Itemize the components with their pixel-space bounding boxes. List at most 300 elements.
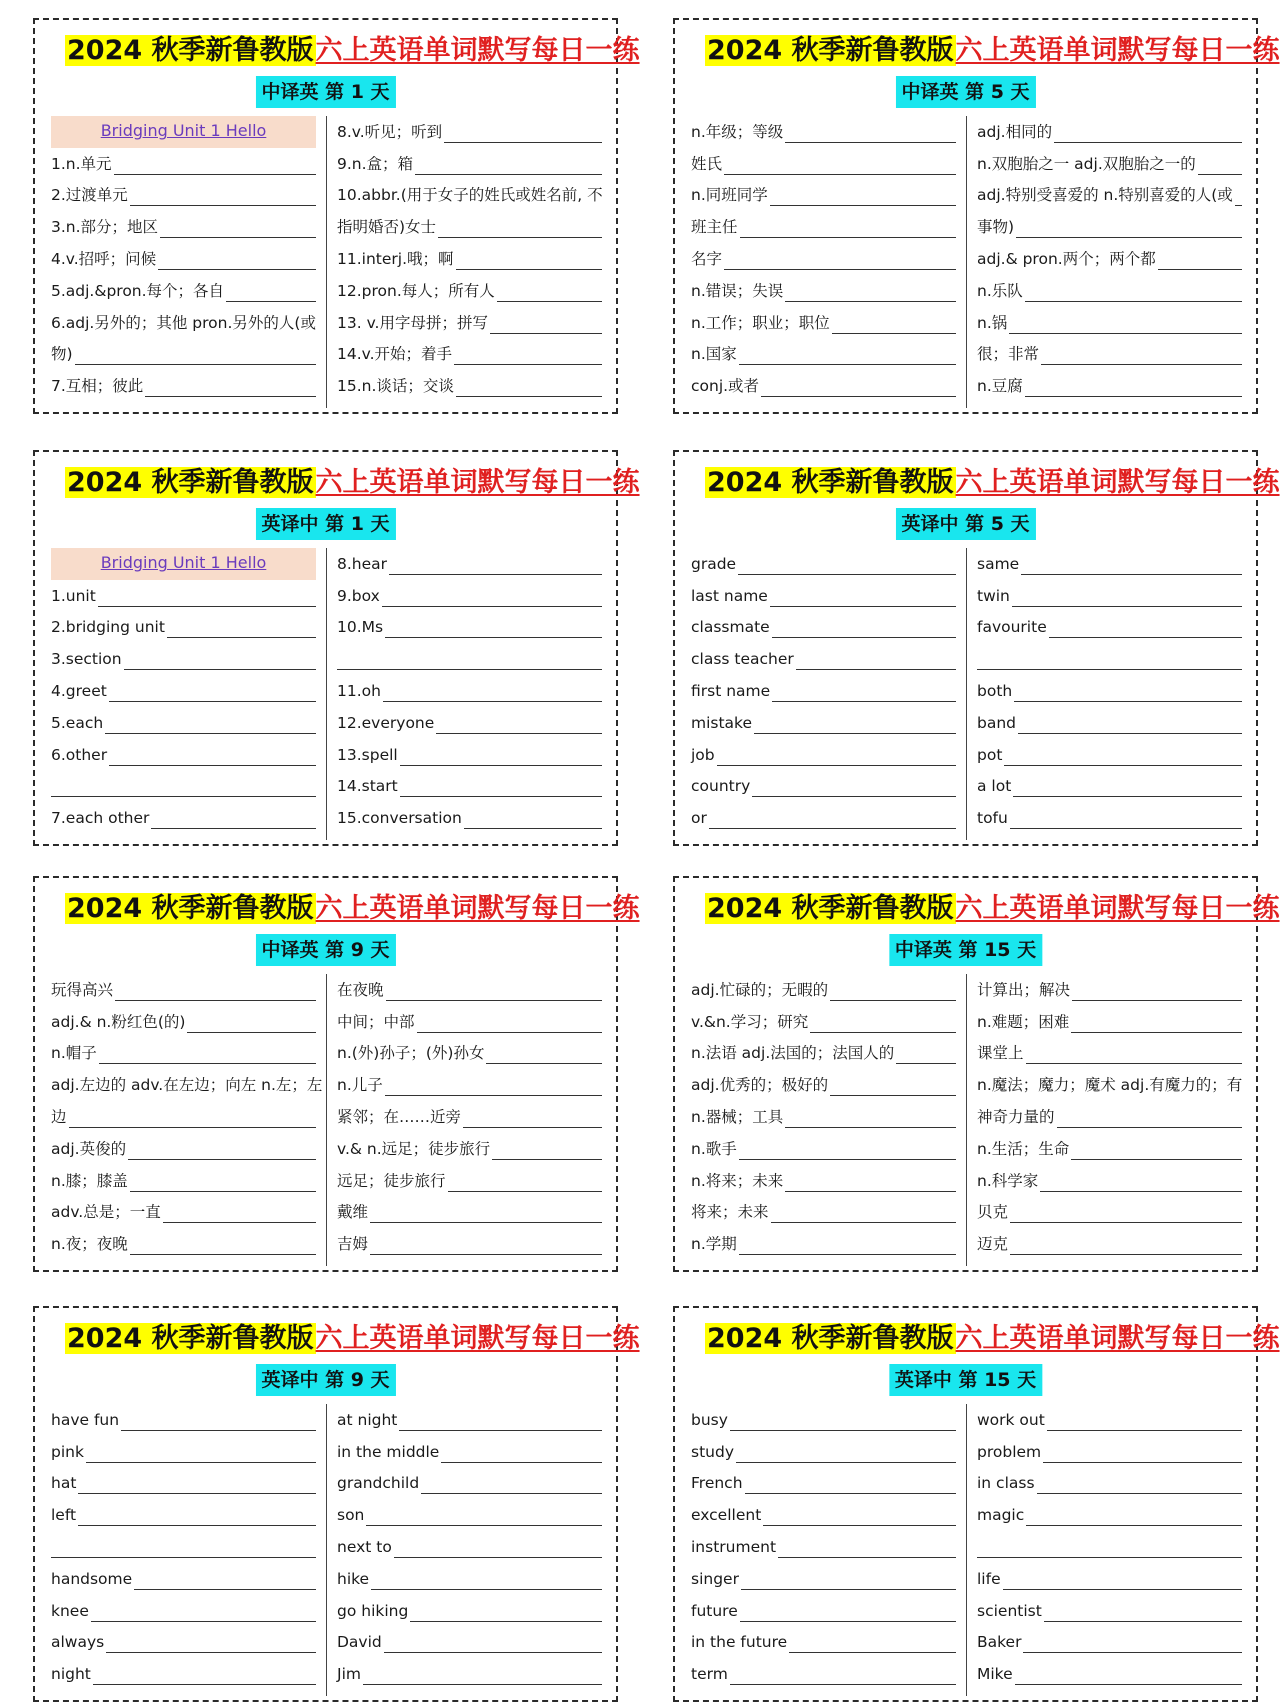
vocab-prompt: in the middle xyxy=(337,1442,440,1461)
column-divider xyxy=(966,1404,967,1696)
vocab-prompt: n.膝；膝盖 xyxy=(51,1171,128,1190)
answer-blank-line[interactable] xyxy=(796,669,956,670)
vocab-row xyxy=(691,1531,956,1563)
vocab-prompt: study xyxy=(691,1442,734,1461)
answer-blank-line[interactable] xyxy=(763,1525,956,1526)
vocab-prompt: 6.adj.另外的；其他 pron.另外的人(或 xyxy=(51,313,316,332)
answer-blank-line[interactable] xyxy=(130,1191,316,1192)
answer-blank-line[interactable] xyxy=(1158,269,1242,270)
answer-blank-line[interactable] xyxy=(739,364,956,365)
vocab-prompt: adj.特别受喜爱的 n.特别喜爱的人(或 xyxy=(977,186,1233,205)
vocab-prompt: n.难题；困难 xyxy=(977,1012,1070,1031)
answer-blank-line[interactable] xyxy=(384,1652,602,1653)
answer-blank-line[interactable] xyxy=(739,1254,956,1255)
answer-blank-line[interactable] xyxy=(739,1159,956,1160)
answer-blank-line[interactable] xyxy=(1071,1032,1242,1033)
answer-blank-line[interactable] xyxy=(772,637,956,638)
vocab-row xyxy=(337,339,602,371)
vocab-row xyxy=(691,370,956,402)
answer-blank-line[interactable] xyxy=(109,701,316,702)
answer-blank-line[interactable] xyxy=(1054,142,1242,143)
vocab-row xyxy=(977,116,1242,148)
vocab-row xyxy=(337,211,602,243)
answer-blank-line[interactable] xyxy=(456,396,602,397)
answer-blank-line[interactable] xyxy=(75,364,316,365)
vocab-row xyxy=(337,1468,602,1500)
answer-blank-line[interactable] xyxy=(1198,174,1242,175)
vocab-prompt: next to xyxy=(337,1537,392,1556)
answer-blank-line[interactable] xyxy=(400,796,602,797)
vocab-prompt: 很；非常 xyxy=(977,345,1040,364)
card-title xyxy=(65,886,640,932)
vocab-row xyxy=(691,116,956,148)
answer-blank-line[interactable] xyxy=(130,1254,316,1255)
answer-blank-line[interactable] xyxy=(394,1557,602,1558)
answer-blank-line[interactable] xyxy=(105,733,316,734)
right-column xyxy=(337,1404,602,1690)
answer-blank-line[interactable] xyxy=(86,1462,316,1463)
vocab-prompt: David xyxy=(337,1633,382,1652)
day-badge: 英译中 第 15 天 xyxy=(889,1364,1042,1396)
answer-blank-line[interactable] xyxy=(128,1159,316,1160)
vocab-prompt: left xyxy=(51,1506,77,1525)
answer-blank-line[interactable] xyxy=(114,174,316,175)
answer-blank-line[interactable] xyxy=(438,237,602,238)
vocab-prompt: adj.英俊的 xyxy=(51,1139,127,1158)
answer-blank-line[interactable] xyxy=(1043,1462,1242,1463)
worksheet-card xyxy=(673,876,1280,1272)
vocab-prompt: n.双胞胎之一 adj.双胞胎之一的 xyxy=(977,154,1196,173)
day-badge: 英译中 第 5 天 xyxy=(895,508,1035,540)
answer-blank-line[interactable] xyxy=(1025,301,1242,302)
answer-blank-line[interactable] xyxy=(160,237,316,238)
vocab-prompt: scientist xyxy=(977,1601,1042,1620)
vocab-prompt: n.将来；未来 xyxy=(691,1171,784,1190)
answer-blank-line[interactable] xyxy=(730,1684,956,1685)
vocab-row xyxy=(691,1228,956,1260)
answer-blank-line[interactable] xyxy=(389,574,602,575)
answer-blank-line[interactable] xyxy=(492,1159,602,1160)
answer-blank-line[interactable] xyxy=(810,1032,956,1033)
answer-blank-line[interactable] xyxy=(1012,606,1242,607)
vocab-row xyxy=(691,1165,956,1197)
title-highlight-text: 2024 秋季新鲁教版 xyxy=(707,1323,954,1354)
day-badge: 中译英 第 5 天 xyxy=(895,76,1035,108)
answer-blank-line[interactable] xyxy=(454,364,602,365)
vocab-prompt: n.同班同学 xyxy=(691,186,768,205)
answer-blank-line[interactable] xyxy=(741,1589,956,1590)
answer-blank-line[interactable] xyxy=(771,1222,956,1223)
vocab-prompt: 2.过渡单元 xyxy=(51,186,128,205)
vocab-prompt: at night xyxy=(337,1410,398,1429)
right-column xyxy=(337,116,602,402)
vocab-prompt: 计算出；解决 xyxy=(977,980,1071,999)
vocab-row xyxy=(691,771,956,803)
answer-blank-line[interactable] xyxy=(441,1462,602,1463)
answer-blank-line[interactable] xyxy=(1014,701,1242,702)
vocab-row xyxy=(337,974,602,1006)
vocab-prompt: adv.总是；一直 xyxy=(51,1203,161,1222)
vocab-row xyxy=(51,1595,316,1627)
answer-blank-line[interactable] xyxy=(1010,828,1242,829)
vocab-prompt: 12.pron.每人；所有人 xyxy=(337,281,495,300)
vocab-prompt: term xyxy=(691,1665,728,1684)
answer-blank-line[interactable] xyxy=(91,1621,316,1622)
answer-blank-line[interactable] xyxy=(98,606,316,607)
answer-blank-line[interactable] xyxy=(1235,205,1242,206)
vocab-row xyxy=(51,1627,316,1659)
answer-blank-line[interactable] xyxy=(385,637,602,638)
vocab-prompt: or xyxy=(691,809,707,828)
vocab-prompt: 13. v.用字母拼；拼写 xyxy=(337,313,488,332)
answer-blank-line[interactable] xyxy=(772,701,956,702)
vocab-row xyxy=(51,675,316,707)
vocab-row xyxy=(51,1563,316,1595)
title-red-text: 六上英语单词默写每日一练 xyxy=(955,467,1280,498)
title-red-text: 六上英语单词默写每日一练 xyxy=(315,893,640,924)
answer-blank-line[interactable] xyxy=(444,142,602,143)
vocab-prompt: instrument xyxy=(691,1537,777,1556)
answer-blank-line[interactable] xyxy=(163,1222,316,1223)
answer-blank-line[interactable] xyxy=(370,1254,602,1255)
answer-blank-line[interactable] xyxy=(830,1095,956,1096)
vocab-prompt: 玩得高兴 xyxy=(51,980,114,999)
answer-blank-line[interactable] xyxy=(785,1127,956,1128)
vocab-prompt: 将来；未来 xyxy=(691,1203,769,1222)
vocab-row xyxy=(337,1038,602,1070)
vocab-prompt: 12.everyone xyxy=(337,713,435,732)
left-column xyxy=(691,548,956,834)
vocab-row xyxy=(977,148,1242,180)
left-column xyxy=(51,1404,316,1690)
answer-blank-line[interactable] xyxy=(366,1525,602,1526)
vocab-row xyxy=(977,1627,1242,1659)
vocab-row xyxy=(51,612,316,644)
right-column xyxy=(977,974,1242,1260)
vocab-row xyxy=(337,1404,602,1436)
answer-blank-line[interactable] xyxy=(121,1430,316,1431)
answer-blank-line[interactable] xyxy=(1025,396,1242,397)
answer-blank-line[interactable] xyxy=(761,396,956,397)
vocab-row xyxy=(691,1069,956,1101)
vocab-row xyxy=(337,1436,602,1468)
answer-blank-line[interactable] xyxy=(1009,333,1242,334)
vocab-row xyxy=(51,1436,316,1468)
vocab-prompt: future xyxy=(691,1601,738,1620)
answer-blank-line[interactable] xyxy=(1010,1254,1242,1255)
answer-blank-line[interactable] xyxy=(99,1063,316,1064)
answer-blank-line[interactable] xyxy=(785,142,956,143)
answer-blank-line[interactable] xyxy=(158,269,316,270)
answer-blank-line[interactable] xyxy=(1004,765,1242,766)
answer-blank-line[interactable] xyxy=(421,1493,602,1494)
vocab-row xyxy=(977,339,1242,371)
answer-blank-line[interactable] xyxy=(785,301,956,302)
vocab-row xyxy=(977,675,1242,707)
answer-blank-line[interactable] xyxy=(130,205,316,206)
answer-blank-line[interactable] xyxy=(51,1557,316,1558)
vocab-prompt: 姓氏 xyxy=(691,154,723,173)
answer-blank-line[interactable] xyxy=(383,701,602,702)
answer-blank-line[interactable] xyxy=(1049,637,1242,638)
answer-blank-line[interactable] xyxy=(745,1493,956,1494)
answer-blank-line[interactable] xyxy=(977,1557,1242,1558)
vocab-row xyxy=(337,1228,602,1260)
column-divider xyxy=(966,974,967,1266)
answer-blank-line[interactable] xyxy=(1041,364,1242,365)
vocab-prompt: 3.section xyxy=(51,650,122,669)
vocab-prompt: n.科学家 xyxy=(977,1171,1039,1190)
answer-blank-line[interactable] xyxy=(385,1095,602,1096)
answer-blank-line[interactable] xyxy=(51,796,316,797)
right-column xyxy=(977,1404,1242,1690)
vocab-row xyxy=(337,307,602,339)
vocab-prompt: hike xyxy=(337,1569,370,1588)
answer-blank-line[interactable] xyxy=(832,333,956,334)
column-divider xyxy=(326,974,327,1266)
vocab-prompt: 14.start xyxy=(337,777,398,796)
vocab-row xyxy=(691,307,956,339)
vocab-row xyxy=(977,771,1242,803)
answer-blank-line[interactable] xyxy=(709,828,956,829)
vocab-row xyxy=(977,243,1242,275)
answer-blank-line[interactable] xyxy=(730,1430,956,1431)
title-highlight-text: 2024 秋季新鲁教版 xyxy=(67,1323,314,1354)
vocab-prompt: twin xyxy=(977,586,1010,605)
column-divider xyxy=(326,1404,327,1696)
answer-blank-line[interactable] xyxy=(415,174,602,175)
vocab-row xyxy=(337,1531,602,1563)
vocab-row xyxy=(51,739,316,771)
answer-blank-line[interactable] xyxy=(724,174,956,175)
vocab-row xyxy=(691,1006,956,1038)
right-column xyxy=(337,548,602,834)
worksheet-card xyxy=(33,450,640,846)
answer-blank-line[interactable] xyxy=(1044,1621,1242,1622)
vocab-prompt: n.豆腐 xyxy=(977,377,1023,396)
answer-blank-line[interactable] xyxy=(78,1493,316,1494)
vocab-prompt: last name xyxy=(691,586,768,605)
answer-blank-line[interactable] xyxy=(337,669,602,670)
answer-blank-line[interactable] xyxy=(436,733,602,734)
answer-blank-line[interactable] xyxy=(400,765,602,766)
vocab-prompt: Baker xyxy=(977,1633,1022,1652)
vocab-row xyxy=(977,1499,1242,1531)
answer-blank-line[interactable] xyxy=(1003,1589,1242,1590)
answer-blank-line[interactable] xyxy=(1037,1493,1242,1494)
answer-blank-line[interactable] xyxy=(134,1589,316,1590)
vocab-prompt: handsome xyxy=(51,1569,133,1588)
vocab-prompt: night xyxy=(51,1665,91,1684)
vocab-prompt: 紧邻；在……近旁 xyxy=(337,1107,462,1126)
answer-blank-line[interactable] xyxy=(145,396,316,397)
vocab-prompt: hat xyxy=(51,1474,77,1493)
answer-blank-line[interactable] xyxy=(109,765,316,766)
answer-blank-line[interactable] xyxy=(410,1621,602,1622)
vocab-row xyxy=(977,275,1242,307)
vocab-prompt: n.夜；夜晚 xyxy=(51,1235,128,1254)
answer-blank-line[interactable] xyxy=(1047,1430,1242,1431)
vocab-prompt: son xyxy=(337,1506,365,1525)
vocab-row xyxy=(337,243,602,275)
worksheet-card xyxy=(673,450,1280,846)
answer-blank-line[interactable] xyxy=(448,1191,602,1192)
answer-blank-line[interactable] xyxy=(497,301,602,302)
answer-blank-line[interactable] xyxy=(382,606,602,607)
vocab-prompt: n.锅 xyxy=(977,313,1008,332)
column-divider xyxy=(966,548,967,840)
answer-blank-line[interactable] xyxy=(1040,1191,1242,1192)
vocab-row xyxy=(51,1133,316,1165)
answer-blank-line[interactable] xyxy=(486,1063,602,1064)
answer-blank-line[interactable] xyxy=(93,1684,316,1685)
answer-blank-line[interactable] xyxy=(1010,1222,1242,1223)
answer-blank-line[interactable] xyxy=(754,733,956,734)
answer-blank-line[interactable] xyxy=(226,301,316,302)
vocab-row xyxy=(51,1658,316,1690)
answer-blank-line[interactable] xyxy=(1026,1525,1242,1526)
vocab-row xyxy=(51,211,316,243)
vocab-prompt: adj.优秀的；极好的 xyxy=(691,1076,829,1095)
day-badge: 中译英 第 15 天 xyxy=(889,934,1042,966)
answer-blank-line[interactable] xyxy=(78,1525,316,1526)
answer-blank-line[interactable] xyxy=(1057,1127,1242,1128)
answer-blank-line[interactable] xyxy=(717,765,956,766)
answer-blank-line[interactable] xyxy=(896,1063,956,1064)
vocab-row xyxy=(337,1658,602,1690)
vocab-prompt: pot xyxy=(977,745,1003,764)
answer-blank-line[interactable] xyxy=(785,1191,956,1192)
vocab-row xyxy=(337,1133,602,1165)
vocab-row xyxy=(691,211,956,243)
answer-blank-line[interactable] xyxy=(386,1000,602,1001)
vocab-row xyxy=(977,739,1242,771)
answer-blank-line[interactable] xyxy=(770,205,956,206)
right-column xyxy=(977,548,1242,834)
answer-blank-line[interactable] xyxy=(738,574,956,575)
vocab-prompt: n.歌手 xyxy=(691,1139,737,1158)
answer-blank-line[interactable] xyxy=(371,1589,602,1590)
vocab-row xyxy=(691,612,956,644)
answer-blank-line[interactable] xyxy=(399,1430,602,1431)
vocab-prompt: same xyxy=(977,554,1020,573)
vocab-prompt: grandchild xyxy=(337,1474,420,1493)
answer-blank-line[interactable] xyxy=(1016,237,1242,238)
answer-blank-line[interactable] xyxy=(1018,733,1242,734)
vocab-row xyxy=(977,1069,1242,1101)
card-title xyxy=(705,28,1280,74)
vocab-row xyxy=(51,1165,316,1197)
worksheet-card xyxy=(33,18,640,414)
answer-blank-line[interactable] xyxy=(187,1032,316,1033)
answer-blank-line[interactable] xyxy=(736,1462,956,1463)
unit-header xyxy=(51,548,316,580)
answer-blank-line[interactable] xyxy=(490,333,602,334)
vocab-prompt: class teacher xyxy=(691,650,794,669)
left-column xyxy=(691,116,956,402)
vocab-row xyxy=(337,1627,602,1659)
answer-blank-line[interactable] xyxy=(1023,1652,1242,1653)
vocab-prompt: life xyxy=(977,1569,1001,1588)
answer-blank-line[interactable] xyxy=(977,669,1242,670)
title-highlight-text: 2024 秋季新鲁教版 xyxy=(67,893,314,924)
answer-blank-line[interactable] xyxy=(151,828,316,829)
left-column xyxy=(691,1404,956,1690)
vocab-row xyxy=(691,1404,956,1436)
answer-blank-line[interactable] xyxy=(115,1000,316,1001)
title-red-text: 六上英语单词默写每日一练 xyxy=(315,35,640,66)
answer-blank-line[interactable] xyxy=(740,1621,956,1622)
day-badge: 中译英 第 1 天 xyxy=(255,76,395,108)
vocab-row xyxy=(977,370,1242,402)
vocab-prompt: 7.each other xyxy=(51,809,150,828)
title-highlight-text: 2024 秋季新鲁教版 xyxy=(707,467,954,498)
vocab-row xyxy=(977,1563,1242,1595)
vocab-row xyxy=(51,1006,316,1038)
vocab-row xyxy=(691,243,956,275)
vocab-prompt: 5.adj.&pron.每个；各自 xyxy=(51,281,225,300)
answer-blank-line[interactable] xyxy=(789,1652,956,1653)
answer-blank-line[interactable] xyxy=(1013,796,1242,797)
answer-blank-line[interactable] xyxy=(106,1652,316,1653)
vocab-row xyxy=(977,1468,1242,1500)
vocab-row xyxy=(977,548,1242,580)
vocab-row xyxy=(691,339,956,371)
answer-blank-line[interactable] xyxy=(740,237,956,238)
answer-blank-line[interactable] xyxy=(1015,1684,1242,1685)
vocab-prompt: 戴维 xyxy=(337,1203,369,1222)
vocab-row xyxy=(337,275,602,307)
answer-blank-line[interactable] xyxy=(1021,574,1242,575)
vocab-prompt: n.错误；失误 xyxy=(691,281,784,300)
answer-blank-line[interactable] xyxy=(464,828,602,829)
answer-blank-line[interactable] xyxy=(724,269,956,270)
vocab-row xyxy=(977,1531,1242,1563)
unit-header xyxy=(51,116,316,148)
vocab-prompt: v.& n.远足；徒步旅行 xyxy=(337,1139,491,1158)
card-title xyxy=(705,886,1280,932)
answer-blank-line[interactable] xyxy=(124,669,316,670)
answer-blank-line[interactable] xyxy=(463,1127,602,1128)
answer-blank-line[interactable] xyxy=(370,1222,602,1223)
answer-blank-line[interactable] xyxy=(830,1000,956,1001)
answer-blank-line[interactable] xyxy=(752,796,956,797)
answer-blank-line[interactable] xyxy=(778,1557,956,1558)
answer-blank-line[interactable] xyxy=(1026,1063,1242,1064)
answer-blank-line[interactable] xyxy=(1072,1000,1242,1001)
answer-blank-line[interactable] xyxy=(770,606,956,607)
answer-blank-line[interactable] xyxy=(1071,1159,1242,1160)
answer-blank-line[interactable] xyxy=(417,1032,602,1033)
vocab-prompt: 5.each xyxy=(51,713,104,732)
vocab-prompt: Jim xyxy=(337,1665,361,1684)
vocab-prompt: 10.abbr.(用于女子的姓氏或姓名前, 不 xyxy=(337,186,603,205)
vocab-row xyxy=(51,1228,316,1260)
vocab-prompt: adj.& pron.两个；两个都 xyxy=(977,249,1156,268)
vocab-row xyxy=(51,1531,316,1563)
vocab-row xyxy=(691,707,956,739)
answer-blank-line[interactable] xyxy=(456,269,603,270)
vocab-prompt: 8.hear xyxy=(337,554,388,573)
answer-blank-line[interactable] xyxy=(167,637,316,638)
answer-blank-line[interactable] xyxy=(69,1127,316,1128)
column-divider xyxy=(966,116,967,408)
vocab-row xyxy=(691,1627,956,1659)
answer-blank-line[interactable] xyxy=(363,1684,602,1685)
vocab-row xyxy=(337,771,602,803)
vocab-row xyxy=(691,1468,956,1500)
vocab-prompt: pink xyxy=(51,1442,84,1461)
